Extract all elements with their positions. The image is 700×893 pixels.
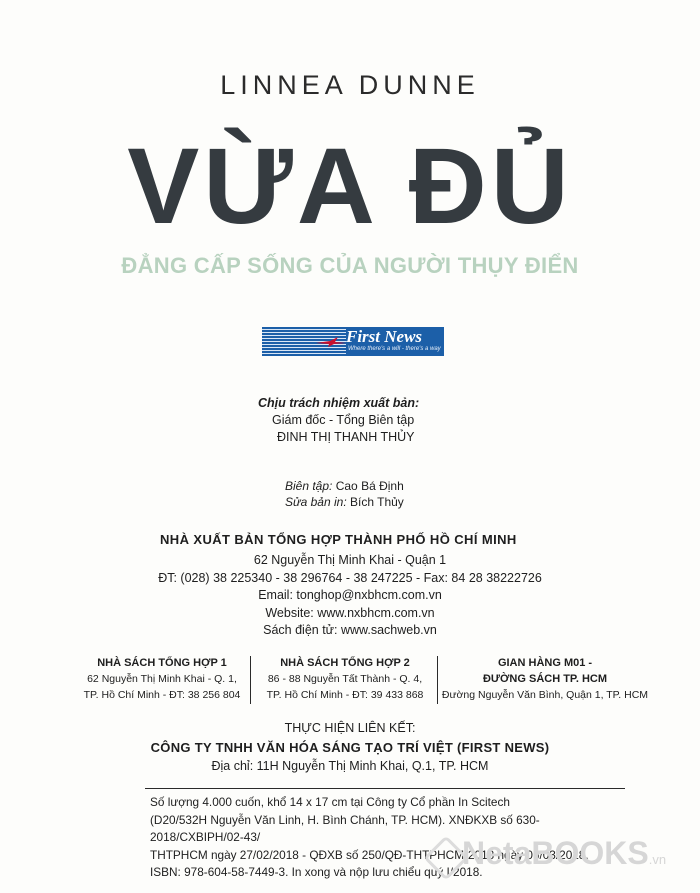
logo-slogan: Where there's a will - there's a way <box>348 346 441 352</box>
publisher-ebook: Sách điện tử: www.sachweb.vn <box>263 623 437 637</box>
store-2-name: NHÀ SÁCH TỔNG HỢP 2 <box>280 657 410 669</box>
publisher-phone: ĐT: (028) 38 225340 - 38 296764 - 38 247225 - Fax: 84 28 38222726 <box>158 570 542 585</box>
store-1 <box>62 655 262 703</box>
responsibility-block <box>258 395 419 446</box>
printing-line1: Số lượng 4.000 cuốn, khổ 14 x 17 cm tại Công ty Cổ phần In Scitech <box>150 795 510 809</box>
responsibility-name: ĐINH THỊ THANH THỦY <box>277 430 415 444</box>
printing-line4: ISBN: 978-604-58-7449-3. In xong và nộp lưu chiểu quý I/2018. <box>150 865 483 879</box>
editor-label: Biên tập: <box>285 479 333 493</box>
watermark-suffix: .vn <box>648 852 667 867</box>
responsibility-heading: Chịu trách nhiệm xuất bản: <box>258 396 420 410</box>
store-3 <box>440 655 650 703</box>
book-title: VỪA ĐỦ <box>127 125 573 246</box>
store-2 <box>250 655 440 703</box>
publisher-email: Email: tonghop@nxbhcm.com.vn <box>258 588 442 602</box>
responsibility-role: Giám đốc - Tổng Biên tập <box>272 413 415 427</box>
joint-company: CÔNG TY TNHH VĂN HÓA SÁNG TẠO TRÍ VIỆT (FIRST NEWS) <box>150 740 550 755</box>
store-2-line2: TP. Hồ Chí Minh - ĐT: 39 433 868 <box>266 689 424 701</box>
store-divider <box>437 656 438 704</box>
store-3-line1: Đường Nguyễn Văn Bình, Quận 1, TP. HCM <box>441 689 649 701</box>
editing-block <box>285 478 404 510</box>
divider-line <box>145 788 625 789</box>
store-1-name: NHÀ SÁCH TỔNG HỢP 1 <box>97 657 227 669</box>
publisher-name: NHÀ XUẤT BẢN TỔNG HỢP THÀNH PHỐ HỒ CHÍ MINH <box>160 532 517 547</box>
watermark-text: NetaBOOKS <box>462 835 649 871</box>
store-3-name: GIAN HÀNG M01 - <box>497 657 593 669</box>
printing-line2: (D20/532H Nguyễn Văn Linh, H. Bình Chánh, TP. HCM). XNĐKXB số 630-2018/CXBIPH/02-43/ <box>150 812 540 844</box>
editor-name: Cao Bá Định <box>335 479 404 493</box>
watermark <box>462 835 666 872</box>
book-subtitle: ĐẲNG CẤP SỐNG CỦA NGƯỜI THỤY ĐIỂN <box>121 253 579 278</box>
proof-name: Bích Thủy <box>350 495 404 509</box>
publisher-address: 62 Nguyễn Thị Minh Khai - Quận 1 <box>253 553 447 567</box>
publisher-website: Website: www.nxbhcm.com.vn <box>265 605 435 620</box>
printing-line3: THTPHCM ngày 27/02/2018 - QĐXB số 250/QĐ-THTPHCM-2018 ngày 06/03/2018. <box>150 847 589 862</box>
book-author: LINNEA DUNNE <box>220 70 480 100</box>
first-news-logo <box>262 327 444 356</box>
joint-address: Địa chỉ: 11H Nguyễn Thị Minh Khai, Q.1, TP. HCM <box>211 759 489 773</box>
store-1-line1: 62 Nguyễn Thị Minh Khai - Q. 1, <box>87 673 237 685</box>
store-2-line1: 86 - 88 Nguyễn Tất Thành - Q. 4, <box>267 673 423 685</box>
publisher-info <box>0 552 700 640</box>
store-3-name2: ĐƯỜNG SÁCH TP. HCM <box>482 673 608 685</box>
joint-label: THỰC HIỆN LIÊN KẾT: <box>284 721 416 735</box>
bird-icon <box>316 337 346 347</box>
logo-brand: First News <box>346 327 423 346</box>
proof-label: Sửa bản in: <box>285 495 347 509</box>
store-1-line2: TP. Hồ Chí Minh - ĐT: 38 256 804 <box>83 689 241 701</box>
